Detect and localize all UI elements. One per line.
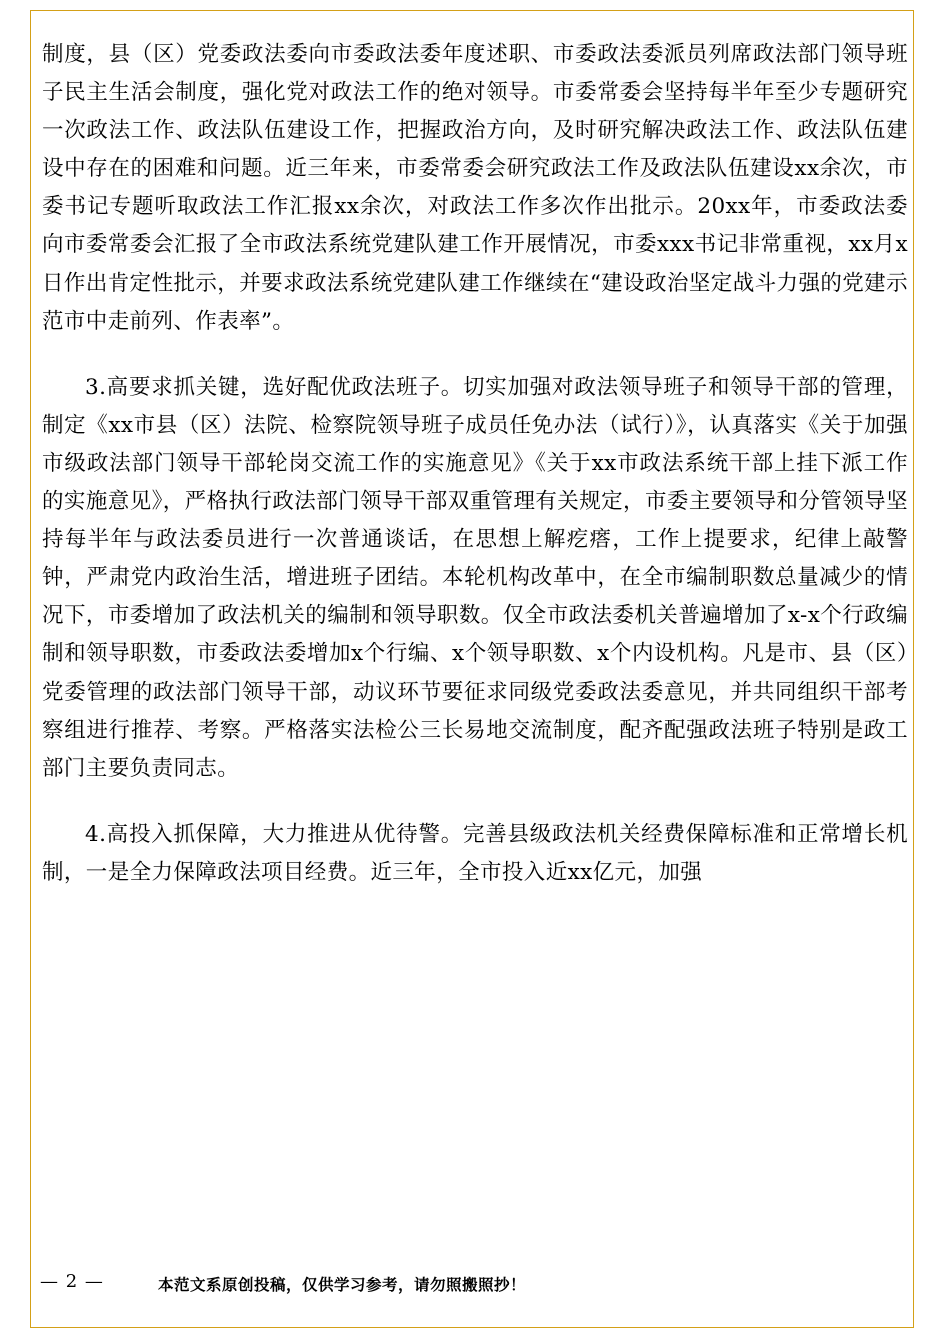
page-footer — [40, 1263, 900, 1303]
paragraph-spacer — [42, 341, 908, 369]
paragraph-continued: 制度，县（区）党委政法委向市委政法委年度述职、市委政法委派员列席政法部门领导班子民主生活会制度，强化党对政法工作的绝对领导。市委常委会坚持每半年至少专题研究一次政法工作、政法队伍建设工作，把握政治方向，及时研究解决政法工作、政法队伍建设中存在的困难和问题。近三年来，市委常委会研究政法工作及政法队伍建设xx余次，市委书记专题听取政法工作汇报xx余次，对政法工作多次作出批示。20xx年，市委政法委向市委常委会汇报了全市政法系统党建队建工作开展情况，市委xxx书记非常重视，xx月x日作出肯定性批示，并要求政法系统党建队建工作继续在“建设政治坚定战斗力强的党建示范市中走前列、作表率”。 — [42, 42, 908, 334]
paragraph-section-4: 4.高投入抓保障，大力推进从优待警。完善县级政法机关经费保障标准和正常增长机制，一是全力保障政法项目经费。近三年，全市投入近xx亿元，加强 — [42, 821, 908, 885]
paragraph-section-3: 3.高要求抓关键，选好配优政法班子。切实加强对政法领导班子和领导干部的管理，制定《xx市县（区）法院、检察院领导班子成员任免办法（试行）》，认真落实《关于加强市级政法部门领导干部轮岗交流工作的实施意见》《关于xx市政法系统干部上挂下派工作的实施意见》，严格执行政法部门领导干部双重管理有关规定，市委主要领导和分管领导坚持每半年与政法委员进行一次普通谈话，在思想上解疙瘩，工作上提要求，纪律上敲警钟，严肃党内政治生活，增进班子团结。本轮机构改革中，在全市编制职数总量减少的情况下，市委增加了政法机关的编制和领导职数。仅全市政法委机关普遍增加了x-x个行政编制和领导职数，市委政法委增加x个行编、x个领导职数、x个内设机构。凡是市、县（区）党委管理的政法部门领导干部，动议环节要征求同级党委政法委意见，并共同组织干部考察组进行推荐、考察。严格落实法检公三长易地交流制度，配齐配强政法班子特别是政工部门主要负责同志。 — [42, 374, 908, 781]
document-body — [42, 36, 908, 892]
paragraph-spacer — [42, 788, 908, 816]
footer-disclaimer: 本范文系原创投稿，仅供学习参考，请勿照搬照抄！ — [158, 1275, 527, 1294]
page-number: — 2 — — [40, 1271, 104, 1292]
